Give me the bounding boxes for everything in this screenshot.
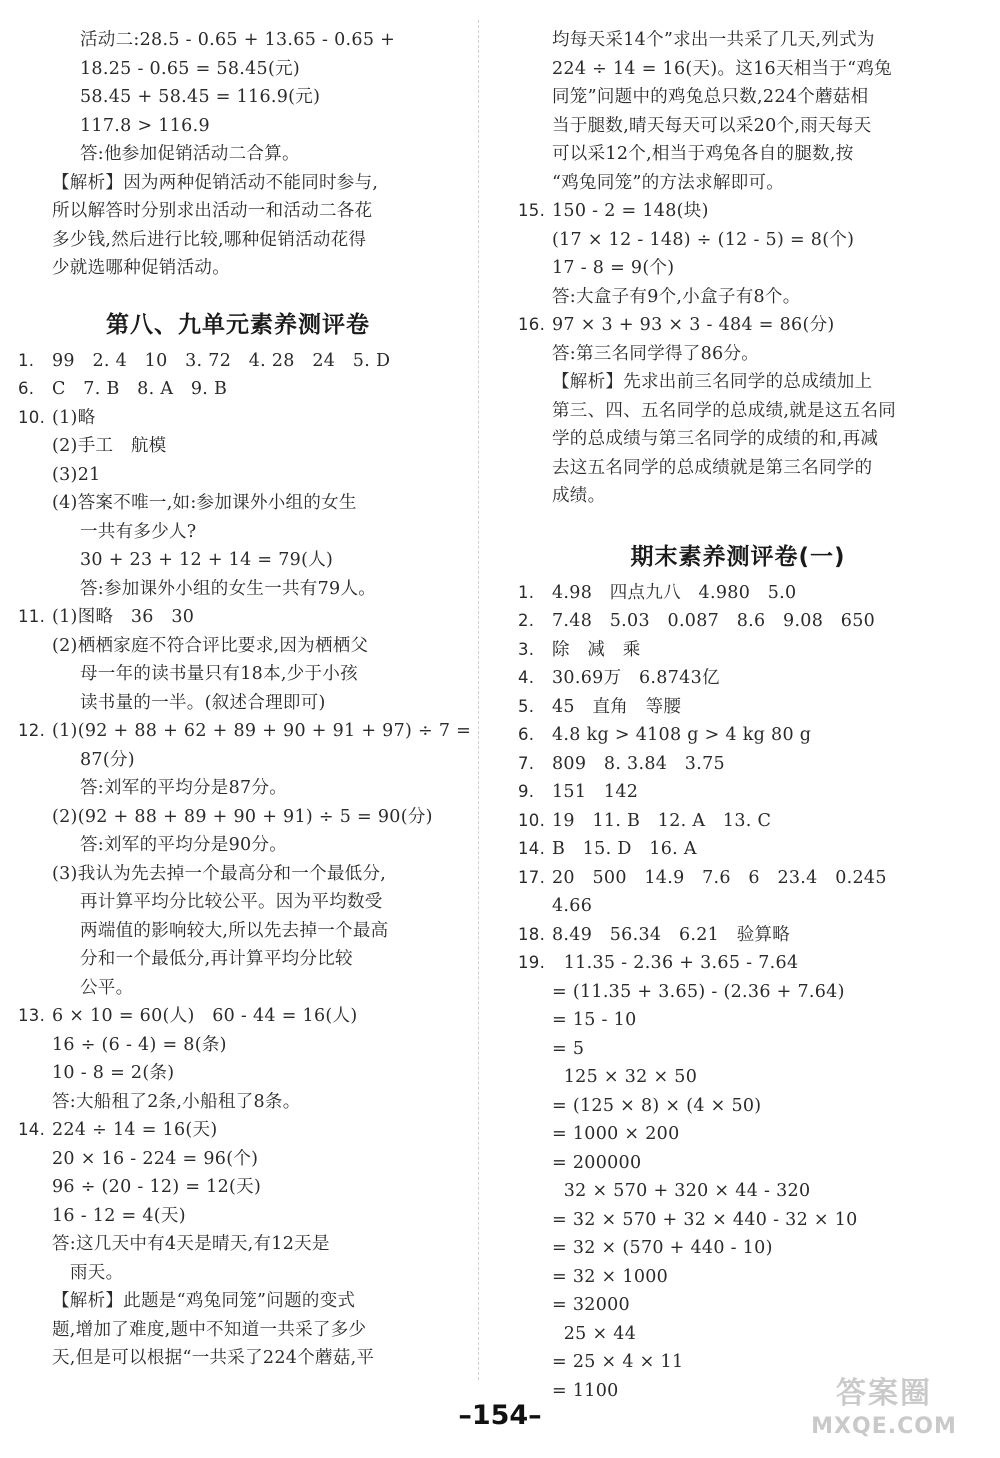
answer-line bbox=[18, 888, 458, 917]
answer-line bbox=[18, 546, 458, 575]
question-number: 14. bbox=[518, 839, 546, 858]
answer-text: 10 - 8 = 2(条) bbox=[52, 1063, 175, 1083]
answer-line bbox=[518, 892, 958, 921]
answer-item bbox=[18, 347, 458, 376]
answer-line bbox=[18, 83, 458, 112]
answer-line bbox=[18, 197, 458, 226]
answer-text: 母一年的读书量只有18本,少于小孩 bbox=[80, 664, 358, 684]
answer-line bbox=[18, 140, 458, 169]
answer-text: 均每天采14个”求出一共采了几天,列式为 bbox=[552, 30, 875, 50]
answer-text: (3)我认为先去掉一个最高分和一个最低分, bbox=[52, 863, 387, 884]
question-number: 1. bbox=[518, 582, 535, 602]
answer-text: 公平。 bbox=[80, 977, 134, 998]
answer-text: 7.48 5.03 0.087 8.6 9.08 650 bbox=[552, 611, 876, 631]
answer-text: 【解析】因为两种促销活动不能同时参与, bbox=[52, 172, 379, 193]
answer-text: 11.35 - 2.36 + 3.65 - 7.64 bbox=[552, 953, 799, 973]
answer-line bbox=[518, 1206, 958, 1235]
answer-text: 19 11. B 12. A 13. C bbox=[552, 810, 772, 831]
answer-text: 117.8 > 116.9 bbox=[80, 115, 210, 136]
answer-item bbox=[518, 636, 958, 665]
answer-text: (2)手工 航模 bbox=[52, 436, 167, 456]
answer-text: 809 8. 3.84 3.75 bbox=[552, 753, 725, 774]
answer-text: 读书量的一半。(叙述合理即可) bbox=[80, 692, 326, 713]
answer-text: 25 × 44 bbox=[552, 1323, 637, 1344]
answer-line bbox=[518, 226, 958, 255]
answer-line bbox=[518, 397, 958, 426]
answer-line bbox=[518, 1348, 958, 1377]
answer-item bbox=[518, 197, 958, 226]
question-number: 15. bbox=[518, 201, 546, 220]
answer-text: = 32 × (570 + 440 - 10) bbox=[552, 1238, 773, 1258]
answer-text: = (11.35 + 3.65) - (2.36 + 7.64) bbox=[552, 981, 845, 1002]
question-number: 2. bbox=[518, 611, 535, 630]
answer-text: 151 142 bbox=[552, 782, 639, 802]
answer-text: 99 2. 4 10 3. 72 4. 28 24 5. D bbox=[52, 350, 391, 371]
answer-text: 答:刘军的平均分是90分。 bbox=[80, 835, 288, 855]
answer-line bbox=[18, 1088, 458, 1117]
page-number: –154– bbox=[458, 1400, 542, 1431]
answer-text: 第三、四、五名同学的总成绩,就是这五名同 bbox=[552, 400, 897, 421]
answer-line bbox=[518, 1234, 958, 1263]
answer-item bbox=[518, 664, 958, 693]
answer-item bbox=[518, 750, 958, 779]
answer-text: = 25 × 4 × 11 bbox=[552, 1352, 684, 1372]
answer-line bbox=[18, 746, 458, 775]
answer-item bbox=[518, 835, 958, 864]
answer-line bbox=[518, 1291, 958, 1320]
answer-text: = 1000 × 200 bbox=[552, 1124, 680, 1144]
answer-item bbox=[518, 778, 958, 807]
answer-text: (2)(92 + 88 + 89 + 90 + 91) ÷ 5 = 90(分) bbox=[52, 806, 433, 827]
answer-line bbox=[18, 489, 458, 518]
answer-line bbox=[18, 1316, 458, 1345]
answer-text: = 32 × 570 + 32 × 440 - 32 × 10 bbox=[552, 1209, 858, 1230]
answer-text: 【解析】先求出前三名同学的总成绩加上 bbox=[552, 372, 873, 392]
answer-text: 再计算平均分比较公平。因为平均数受 bbox=[80, 892, 383, 912]
answer-line bbox=[18, 803, 458, 832]
answer-text: 所以解答时分别求出活动一和活动二各花 bbox=[52, 201, 373, 221]
answer-text: 30 + 23 + 12 + 14 = 79(人) bbox=[80, 550, 334, 570]
answer-line bbox=[518, 482, 958, 511]
answer-line bbox=[518, 1177, 958, 1206]
answer-line bbox=[18, 575, 458, 604]
answer-line bbox=[18, 660, 458, 689]
section-title: 期末素养测评卷(一) bbox=[630, 543, 846, 570]
answer-text: 4.66 bbox=[552, 896, 593, 916]
question-number: 14. bbox=[18, 1120, 46, 1139]
answer-text: 16 ÷ (6 - 4) = 8(条) bbox=[52, 1034, 227, 1055]
question-number: 7. bbox=[518, 753, 535, 773]
answer-text: = 200000 bbox=[552, 1152, 642, 1173]
answer-text: 答:大盒子有9个,小盒子有8个。 bbox=[552, 286, 801, 307]
section-spacer bbox=[18, 283, 458, 303]
answer-line bbox=[18, 831, 458, 860]
question-number: 12. bbox=[18, 721, 46, 740]
answer-text: 【解析】此题是“鸡兔同笼”问题的变式 bbox=[52, 1291, 356, 1311]
answer-text: (1)(92 + 88 + 62 + 89 + 90 + 91 + 97) ÷ 7 = bbox=[52, 721, 472, 741]
answer-text: 32 × 570 + 320 × 44 - 320 bbox=[552, 1181, 811, 1201]
answer-text: (4)答案不唯一,如:参加课外小组的女生 bbox=[52, 493, 357, 513]
answer-line bbox=[18, 917, 458, 946]
answer-line bbox=[518, 254, 958, 283]
answer-item bbox=[18, 717, 472, 746]
answer-item bbox=[518, 607, 958, 636]
answer-line bbox=[18, 689, 458, 718]
answer-line bbox=[518, 368, 958, 397]
watermark-site-url: MXQE.COM bbox=[811, 1414, 957, 1439]
answer-text: = 15 - 10 bbox=[552, 1010, 637, 1030]
answer-line bbox=[518, 169, 958, 198]
answer-text: 17 - 8 = 9(个) bbox=[552, 258, 675, 278]
answer-line bbox=[18, 1059, 458, 1088]
answer-line bbox=[18, 632, 458, 661]
answer-text: 分和一个最低分,再计算平均分比较 bbox=[80, 949, 353, 969]
question-number: 13. bbox=[18, 1006, 46, 1025]
question-number: 6. bbox=[518, 725, 535, 744]
watermark-logo-text: 答案圈 bbox=[836, 1376, 932, 1411]
question-number: 4. bbox=[518, 668, 535, 687]
answer-text: 45 直角 等腰 bbox=[552, 696, 682, 717]
answer-item bbox=[518, 921, 958, 950]
answer-item bbox=[18, 404, 458, 433]
answer-text: 少就选哪种促销活动。 bbox=[52, 258, 230, 278]
question-number: 5. bbox=[518, 696, 535, 716]
answer-text: 当于腿数,晴天每天可以采20个,雨天每天 bbox=[552, 115, 872, 136]
answer-text: 答:第三名同学得了86分。 bbox=[552, 343, 760, 364]
answer-text: 97 × 3 + 93 × 3 - 484 = 86(分) bbox=[552, 315, 835, 335]
answer-text: 多少钱,然后进行比较,哪种促销活动花得 bbox=[52, 229, 367, 250]
question-number: 3. bbox=[518, 639, 535, 659]
answer-line bbox=[18, 461, 458, 490]
answer-text: 雨天。 bbox=[70, 1262, 124, 1283]
answer-line bbox=[18, 432, 458, 461]
answer-line bbox=[518, 1006, 958, 1035]
answer-text: 30.69万 6.8743亿 bbox=[552, 668, 720, 688]
answer-item bbox=[518, 807, 958, 836]
site-watermark bbox=[784, 1374, 984, 1446]
answer-text: 学的总成绩与第三名同学的成绩的和,再减 bbox=[552, 429, 879, 449]
answer-text: (1)略 bbox=[52, 407, 96, 428]
answer-item bbox=[518, 864, 958, 893]
answer-line bbox=[18, 1344, 458, 1373]
question-number: 10. bbox=[18, 407, 46, 427]
answer-line bbox=[18, 1145, 458, 1174]
answer-line bbox=[18, 1202, 458, 1231]
question-number: 10. bbox=[518, 810, 546, 830]
answer-text: 18.25 - 0.65 = 58.45(元) bbox=[80, 58, 301, 79]
answer-text: 答:他参加促销活动二合算。 bbox=[80, 144, 300, 164]
answer-line bbox=[18, 774, 458, 803]
answer-line bbox=[18, 945, 458, 974]
answer-text: 除 减 乘 bbox=[552, 639, 641, 660]
question-number: 9. bbox=[518, 782, 535, 801]
answer-text: 224 ÷ 14 = 16(天)。这16天相当于“鸡兔 bbox=[552, 58, 892, 79]
answer-text: 去这五名同学的总成绩就是第三名同学的 bbox=[552, 457, 873, 478]
answer-text: 成绩。 bbox=[552, 486, 606, 506]
question-number: 6. bbox=[18, 379, 35, 398]
answer-text: = 1100 bbox=[552, 1380, 619, 1401]
answer-line bbox=[518, 978, 958, 1007]
answer-text: (2)栖栖家庭不符合评比要求,因为栖栖父 bbox=[52, 635, 369, 656]
question-number: 1. bbox=[18, 350, 35, 370]
column-divider bbox=[478, 20, 479, 1380]
answer-line bbox=[18, 1173, 458, 1202]
answer-item bbox=[518, 949, 958, 978]
answer-text: 20 500 14.9 7.6 6 23.4 0.245 bbox=[552, 867, 887, 888]
answer-line bbox=[518, 1149, 958, 1178]
answer-text: 16 - 12 = 4(天) bbox=[52, 1205, 186, 1226]
answer-text: 20 × 16 - 224 = 96(个) bbox=[52, 1148, 259, 1169]
answer-line bbox=[518, 112, 958, 141]
answer-line bbox=[518, 26, 958, 55]
answer-line bbox=[18, 254, 458, 283]
answer-text: 4.98 四点九八 4.980 5.0 bbox=[552, 582, 797, 603]
answer-text: 224 ÷ 14 = 16(天) bbox=[52, 1120, 218, 1140]
right-column bbox=[518, 26, 958, 1405]
answer-text: 8.49 56.34 6.21 验算略 bbox=[552, 924, 791, 945]
answer-text: 150 - 2 = 148(块) bbox=[552, 201, 709, 221]
section-spacer bbox=[518, 511, 958, 535]
question-number: 16. bbox=[518, 315, 546, 334]
answer-text: = 32000 bbox=[552, 1295, 630, 1315]
answer-item bbox=[518, 721, 958, 750]
answer-text: = 5 bbox=[552, 1038, 585, 1059]
question-number: 18. bbox=[518, 924, 546, 944]
answer-line bbox=[518, 425, 958, 454]
answer-item bbox=[18, 603, 458, 632]
answer-line bbox=[518, 55, 958, 84]
answer-item bbox=[18, 1002, 458, 1031]
answer-line bbox=[18, 518, 458, 547]
answer-text: C 7. B 8. A 9. B bbox=[52, 379, 228, 399]
answer-text: = 32 × 1000 bbox=[552, 1266, 669, 1287]
answer-text: (1)图略 36 30 bbox=[52, 607, 195, 627]
answer-line bbox=[518, 1035, 958, 1064]
answer-text: 题,增加了难度,题中不知道一共采了多少 bbox=[52, 1319, 367, 1340]
answer-text: 6 × 10 = 60(人) 60 - 44 = 16(人) bbox=[52, 1006, 358, 1026]
answer-line bbox=[518, 1092, 958, 1121]
answer-line bbox=[18, 1287, 458, 1316]
answer-text: 答:这几天中有4天是晴天,有12天是 bbox=[52, 1234, 330, 1254]
left-column bbox=[18, 26, 472, 1373]
answer-line bbox=[18, 112, 458, 141]
answer-line bbox=[18, 169, 458, 198]
answer-text: 答:刘军的平均分是87分。 bbox=[80, 778, 288, 798]
answer-line bbox=[518, 140, 958, 169]
answer-line bbox=[518, 283, 958, 312]
answer-line bbox=[518, 83, 958, 112]
answer-line bbox=[18, 55, 458, 84]
answer-item bbox=[518, 579, 958, 608]
answer-text: 96 ÷ (20 - 12) = 12(天) bbox=[52, 1177, 262, 1197]
answer-text: 一共有多少人? bbox=[80, 521, 197, 542]
answer-item bbox=[18, 375, 458, 404]
answer-item bbox=[18, 1116, 458, 1145]
answer-item bbox=[518, 693, 958, 722]
answer-item bbox=[518, 311, 958, 340]
section-title: 第八、九单元素养测评卷 bbox=[106, 311, 370, 338]
answer-line bbox=[518, 340, 958, 369]
answer-line bbox=[18, 860, 458, 889]
answer-text: 天,但是可以根据“一共采了224个蘑菇,平 bbox=[52, 1348, 375, 1368]
answer-text: 同笼”问题中的鸡兔总只数,224个蘑菇相 bbox=[552, 87, 869, 107]
answer-line bbox=[518, 1120, 958, 1149]
answer-line bbox=[518, 454, 958, 483]
answer-line bbox=[518, 1320, 958, 1349]
answer-line bbox=[18, 1230, 458, 1259]
answer-text: 答:大船租了2条,小船租了8条。 bbox=[52, 1091, 301, 1112]
question-number: 11. bbox=[18, 607, 46, 626]
answer-text: 87(分) bbox=[80, 749, 135, 770]
answer-text: 活动二:28.5 - 0.65 + 13.65 - 0.65 + bbox=[80, 30, 396, 50]
answer-text: “鸡兔同笼”的方法求解即可。 bbox=[552, 172, 785, 193]
answer-text: (17 × 12 - 148) ÷ (12 - 5) = 8(个) bbox=[552, 229, 855, 250]
answer-line bbox=[18, 974, 458, 1003]
question-number: 17. bbox=[518, 867, 546, 887]
answer-text: 答:参加课外小组的女生一共有79人。 bbox=[80, 578, 377, 599]
answer-line bbox=[18, 226, 458, 255]
answer-text: (3)21 bbox=[52, 464, 101, 485]
answer-text: 125 × 32 × 50 bbox=[552, 1067, 698, 1087]
answer-line bbox=[18, 1259, 458, 1288]
answer-text: = (125 × 8) × (4 × 50) bbox=[552, 1095, 762, 1116]
answer-line bbox=[518, 1263, 958, 1292]
answer-line bbox=[18, 1031, 458, 1060]
answer-text: 4.8 kg > 4108 g > 4 kg 80 g bbox=[552, 725, 812, 745]
answer-line bbox=[18, 26, 458, 55]
answer-line bbox=[518, 1063, 958, 1092]
question-number: 19. bbox=[518, 953, 546, 972]
answer-text: 可以采12个,相当于鸡兔各自的腿数,按 bbox=[552, 144, 854, 164]
answer-text: B 15. D 16. A bbox=[552, 839, 697, 859]
answer-text: 58.45 + 58.45 = 116.9(元) bbox=[80, 87, 321, 107]
answer-text: 两端值的影响较大,所以先去掉一个最高 bbox=[80, 920, 389, 941]
